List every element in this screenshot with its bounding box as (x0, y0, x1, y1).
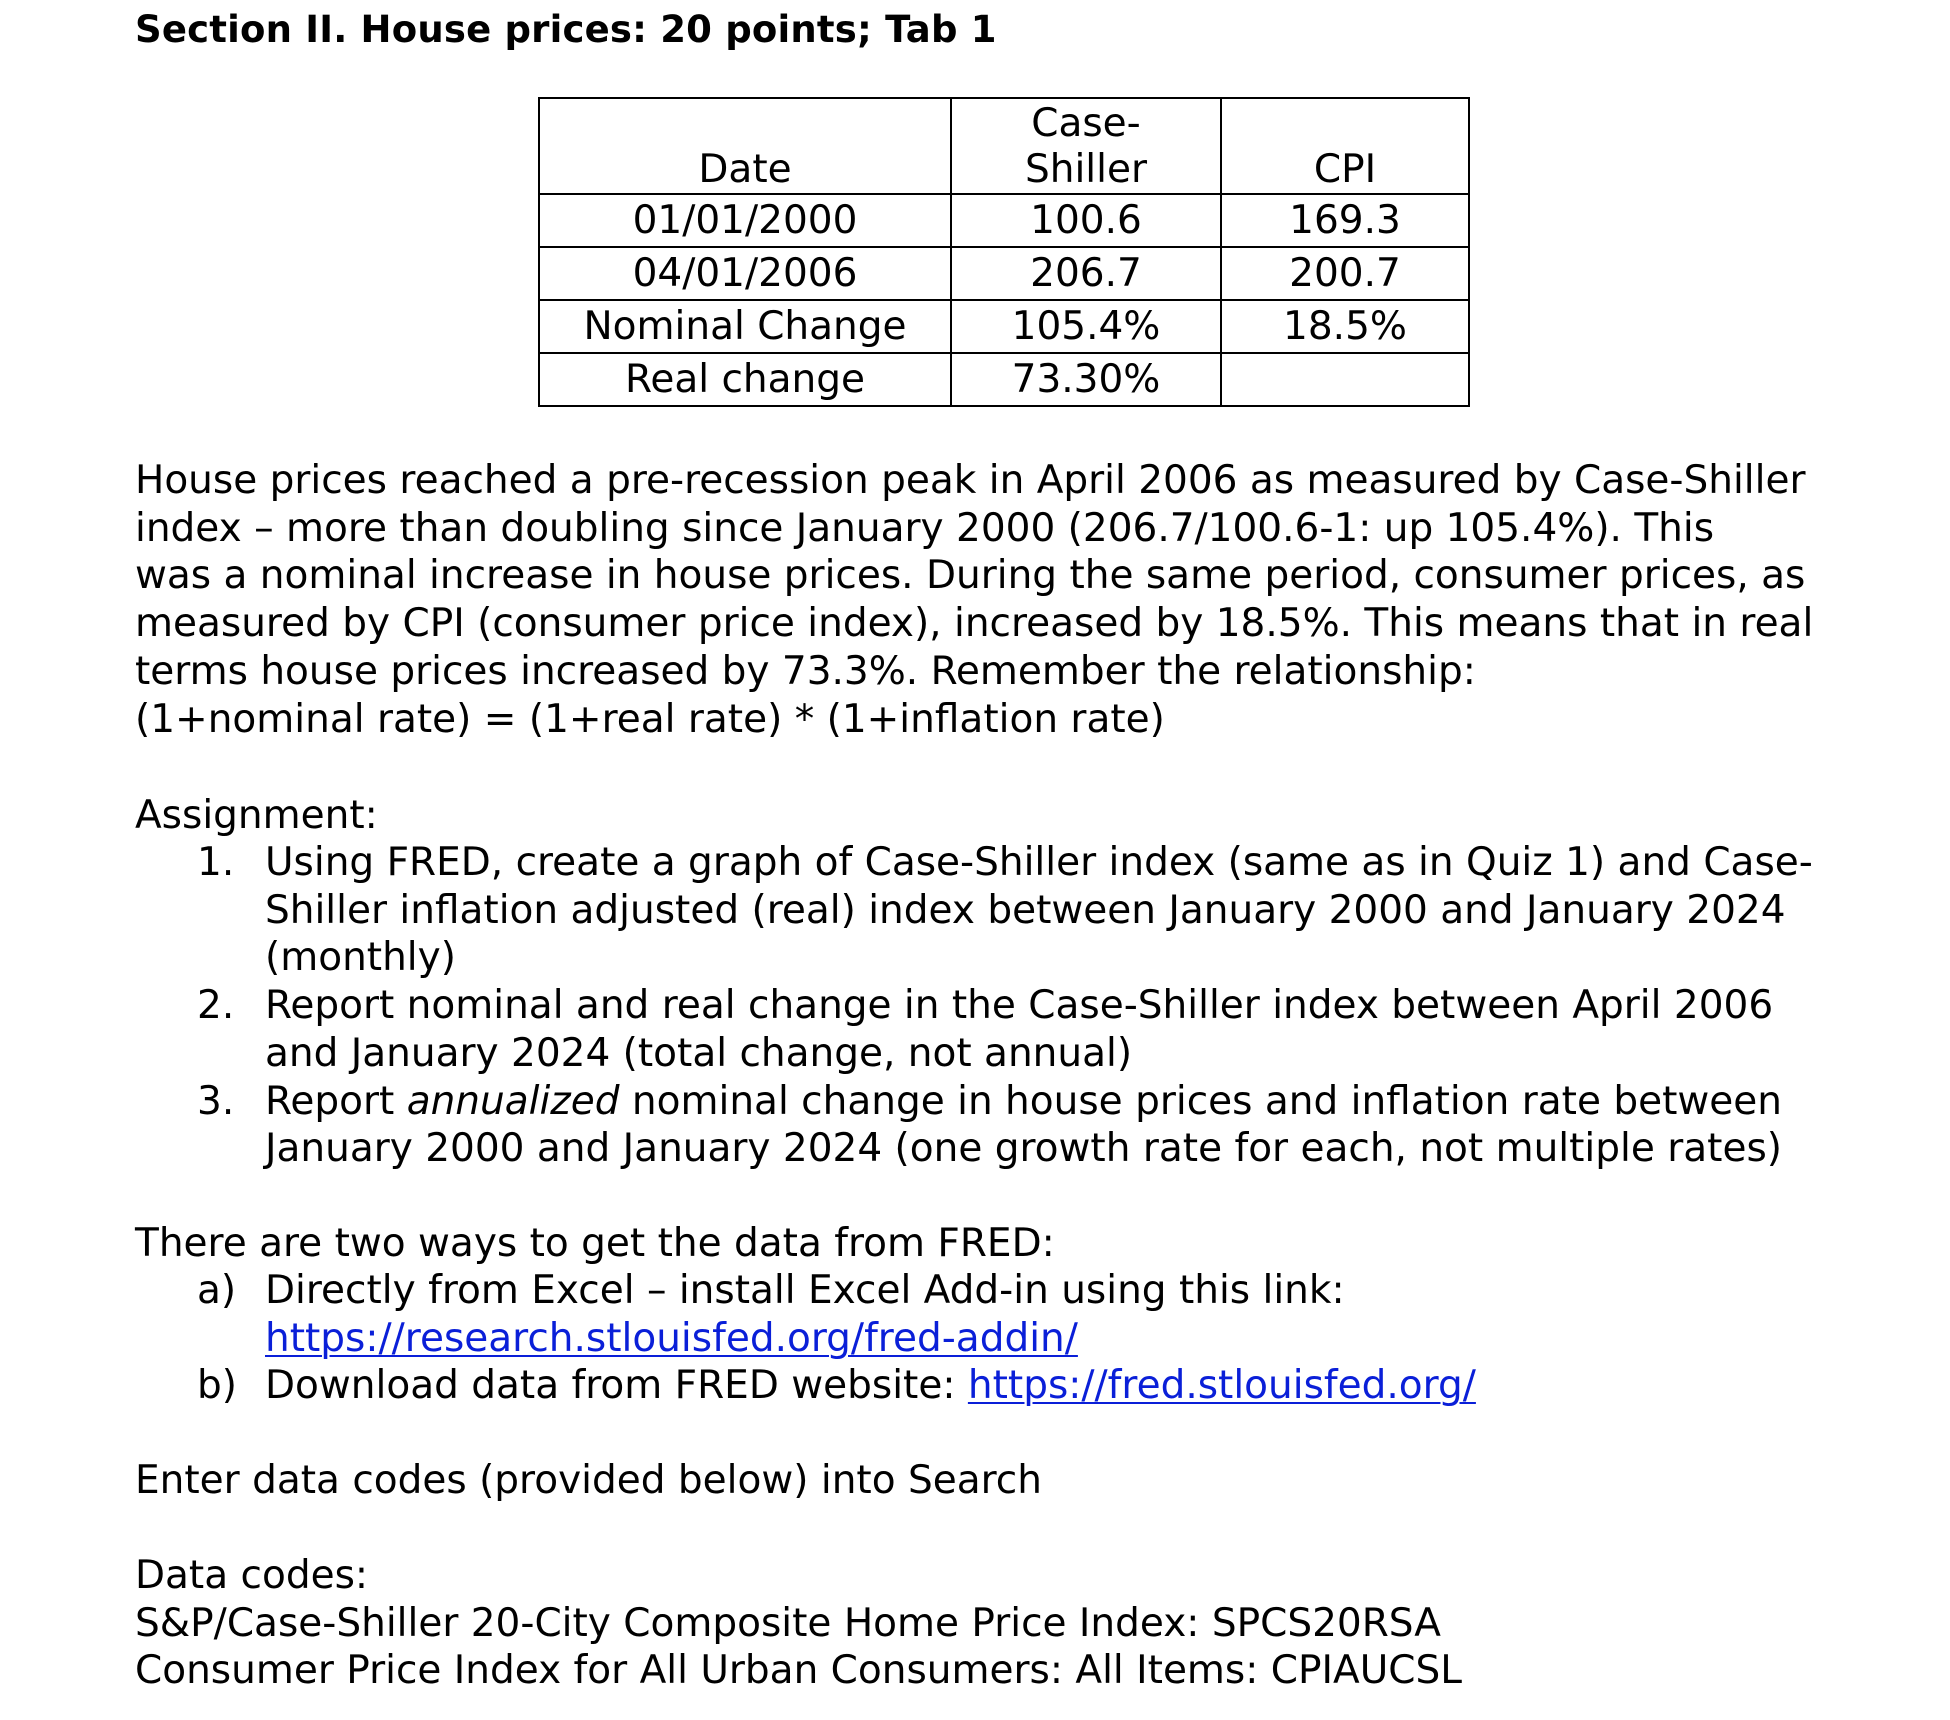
header-case-shiller (951, 98, 1221, 194)
data-code-line: S&P/Case-Shiller 20-City Composite Home Price Index: SPCS20RSA (135, 1600, 1441, 1646)
header-date: Date (539, 98, 951, 194)
header-case-shiller-line2: Shiller (1024, 147, 1147, 192)
text-run: Download data from FRED website: (265, 1363, 968, 1409)
header-cpi: CPI (1221, 98, 1469, 194)
cpi-value: 200.7 (1221, 247, 1469, 300)
row-label: Nominal Change (539, 300, 951, 353)
intro-line: measured by CPI (consumer price index), increased by 18.5%. This means that in real (135, 601, 1814, 647)
intro-line: House prices reached a pre-recession peak in April 2006 as measured by Case-Shiller (135, 458, 1806, 503)
case-shiller-value: 105.4% (951, 300, 1221, 353)
case-shiller-value: 206.7 (951, 247, 1221, 300)
list-marker: a) (197, 1268, 237, 1313)
intro-line: was a nominal increase in house prices. During the same period, consumer prices, as (135, 553, 1806, 599)
text-run: nominal change in house prices and inflation rate between (619, 1078, 1782, 1124)
list-item-line: January 2000 and January 2024 (one growth rate for each, not multiple rates) (265, 1126, 1783, 1172)
assignment-list (135, 839, 1813, 1173)
list-marker: 2. (197, 983, 235, 1029)
data-code-line: Consumer Price Index for All Urban Consumers: All Items: CPIAUCSL (135, 1648, 1462, 1694)
row-label: Real change (539, 353, 951, 406)
data-codes-block (135, 1552, 1462, 1695)
table-row (539, 353, 1469, 406)
house-price-table (538, 97, 1470, 407)
cpi-value: 169.3 (1221, 194, 1469, 247)
list-item (135, 982, 1813, 1077)
list-item-line (265, 1362, 1476, 1410)
list-marker: b) (197, 1363, 237, 1409)
section-title: Section II. House prices: 20 points; Tab 1 (135, 8, 997, 51)
ways-heading: There are two ways to get the data from FRED: (135, 1221, 1055, 1266)
ways-list (135, 1267, 1476, 1410)
list-item-line: and January 2024 (total change, not annual) (265, 1030, 1133, 1076)
table-header-row (539, 98, 1469, 194)
list-item-line (265, 1315, 1476, 1363)
cpi-value: 18.5% (1221, 300, 1469, 353)
list-item (135, 839, 1813, 982)
search-note: Enter data codes (provided below) into Search (135, 1458, 1042, 1503)
table-row (539, 194, 1469, 247)
list-item-line (265, 1078, 1813, 1126)
list-item-line: (monthly) (265, 935, 456, 981)
row-label: 04/01/2006 (539, 247, 951, 300)
fred-website-link[interactable]: https://fred.stlouisfed.org/ (967, 1363, 1476, 1409)
header-case-shiller-line1: Case- (1031, 101, 1141, 146)
case-shiller-value: 100.6 (951, 194, 1221, 247)
list-item (135, 1267, 1476, 1362)
list-marker: 1. (197, 840, 235, 885)
list-item (135, 1362, 1476, 1410)
row-label: 01/01/2000 (539, 194, 951, 247)
list-item-line: Report nominal and real change in the Case-Shiller index between April 2006 (265, 983, 1774, 1029)
list-marker: 3. (197, 1078, 235, 1124)
text-run: Report (265, 1078, 407, 1124)
data-codes-heading: Data codes: (135, 1553, 369, 1598)
intro-line: terms house prices increased by 73.3%. Remember the relationship: (135, 648, 1476, 694)
intro-line: (1+nominal rate) = (1+real rate) * (1+inflation rate) (135, 696, 1165, 742)
cpi-value (1221, 353, 1469, 406)
intro-line: index – more than doubling since January 2000 (206.7/100.6-1: up 105.4%). This (135, 505, 1715, 551)
assignment-heading: Assignment: (135, 793, 378, 838)
intro-paragraph (135, 457, 1813, 743)
fred-addin-link[interactable]: https://research.stlouisfed.org/fred-addin/ (265, 1315, 1078, 1361)
list-item (135, 1078, 1813, 1173)
list-item-line: Using FRED, create a graph of Case-Shiller index (same as in Quiz 1) and Case- (265, 840, 1813, 885)
list-item-line: Directly from Excel – install Excel Add-in using this link: (265, 1268, 1345, 1313)
list-item-line: Shiller inflation adjusted (real) index between January 2000 and January 2024 (265, 887, 1786, 933)
table-row (539, 300, 1469, 353)
italic-text: annualized (406, 1078, 620, 1124)
table-row (539, 247, 1469, 300)
case-shiller-value: 73.30% (951, 353, 1221, 406)
